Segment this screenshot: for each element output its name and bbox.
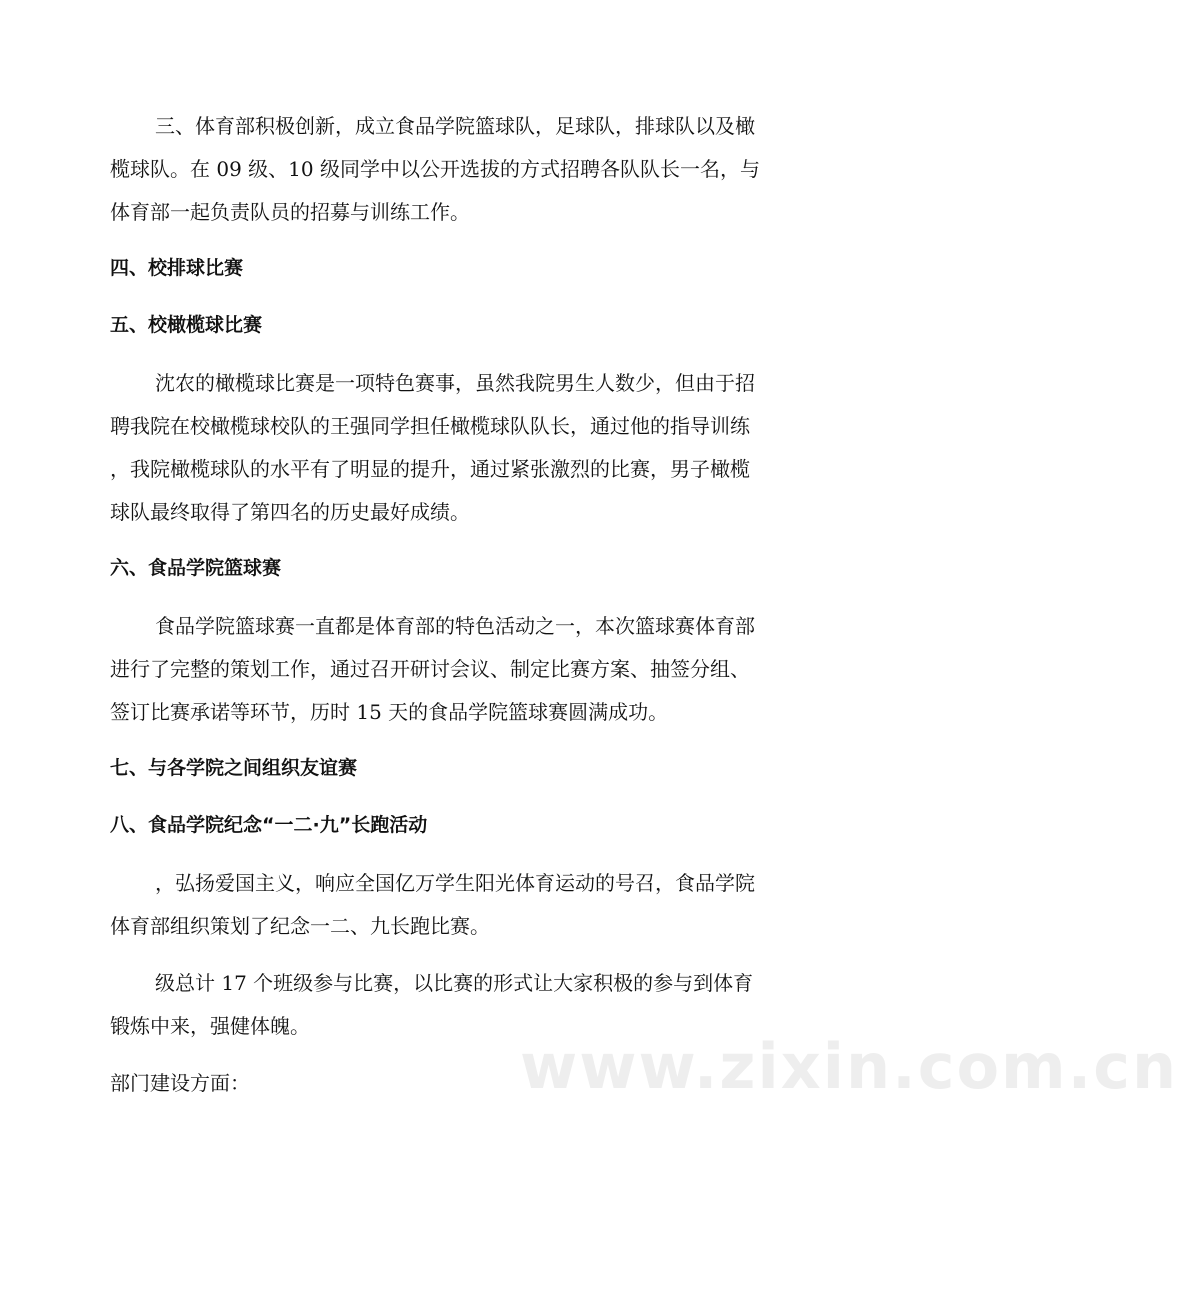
section-heading: 四、校排球比赛 [110,257,244,279]
section-heading: 七、与各学院之间组织友谊赛 [110,757,358,779]
paragraph-line: 沈农的橄榄球比赛是一项特色赛事，虽然我院男生人数少，但由于招 [155,371,755,395]
paragraph-line: 锻炼中来，强健体魄。 [110,1014,310,1038]
paragraph-line: 三、体育部积极创新，成立食品学院篮球队，足球队，排球队以及橄 [155,114,755,138]
paragraph-line: 聘我院在校橄榄球校队的王强同学担任橄榄球队队长，通过他的指导训练 [110,414,750,438]
paragraph-line: 榄球队。在 09 级、10 级同学中以公开选拔的方式招聘各队队长一名，与 [110,157,760,181]
paragraph-line: 进行了完整的策划工作，通过召开研讨会议、制定比赛方案、抽签分组、 [110,657,750,681]
watermark: www.zixin.com.cn [520,1030,1178,1103]
paragraph-line: 体育部组织策划了纪念一二、九长跑比赛。 [110,914,490,938]
section-heading: 八、食品学院纪念“一二·九”长跑活动 [110,814,428,836]
section-heading: 五、校橄榄球比赛 [110,314,263,336]
paragraph-line: 签订比赛承诺等环节，历时 15 天的食品学院篮球赛圆满成功。 [110,700,669,724]
paragraph-line: 体育部一起负责队员的招募与训练工作。 [110,200,470,224]
paragraph-line: ，我院橄榄球队的水平有了明显的提升，通过紧张激烈的比赛，男子橄榄 [110,457,750,481]
paragraph-line: 食品学院篮球赛一直都是体育部的特色活动之一，本次篮球赛体育部 [155,614,755,638]
paragraph-line: ，弘扬爱国主义，响应全国亿万学生阳光体育运动的号召，食品学院 [155,871,755,895]
section-heading: 六、食品学院篮球赛 [110,557,282,579]
paragraph-line: 球队最终取得了第四名的历史最好成绩。 [110,500,470,524]
paragraph-line: 部门建设方面： [110,1071,250,1095]
paragraph-line: 级总计 17 个班级参与比赛，以比赛的形式让大家积极的参与到体育 [155,971,754,995]
